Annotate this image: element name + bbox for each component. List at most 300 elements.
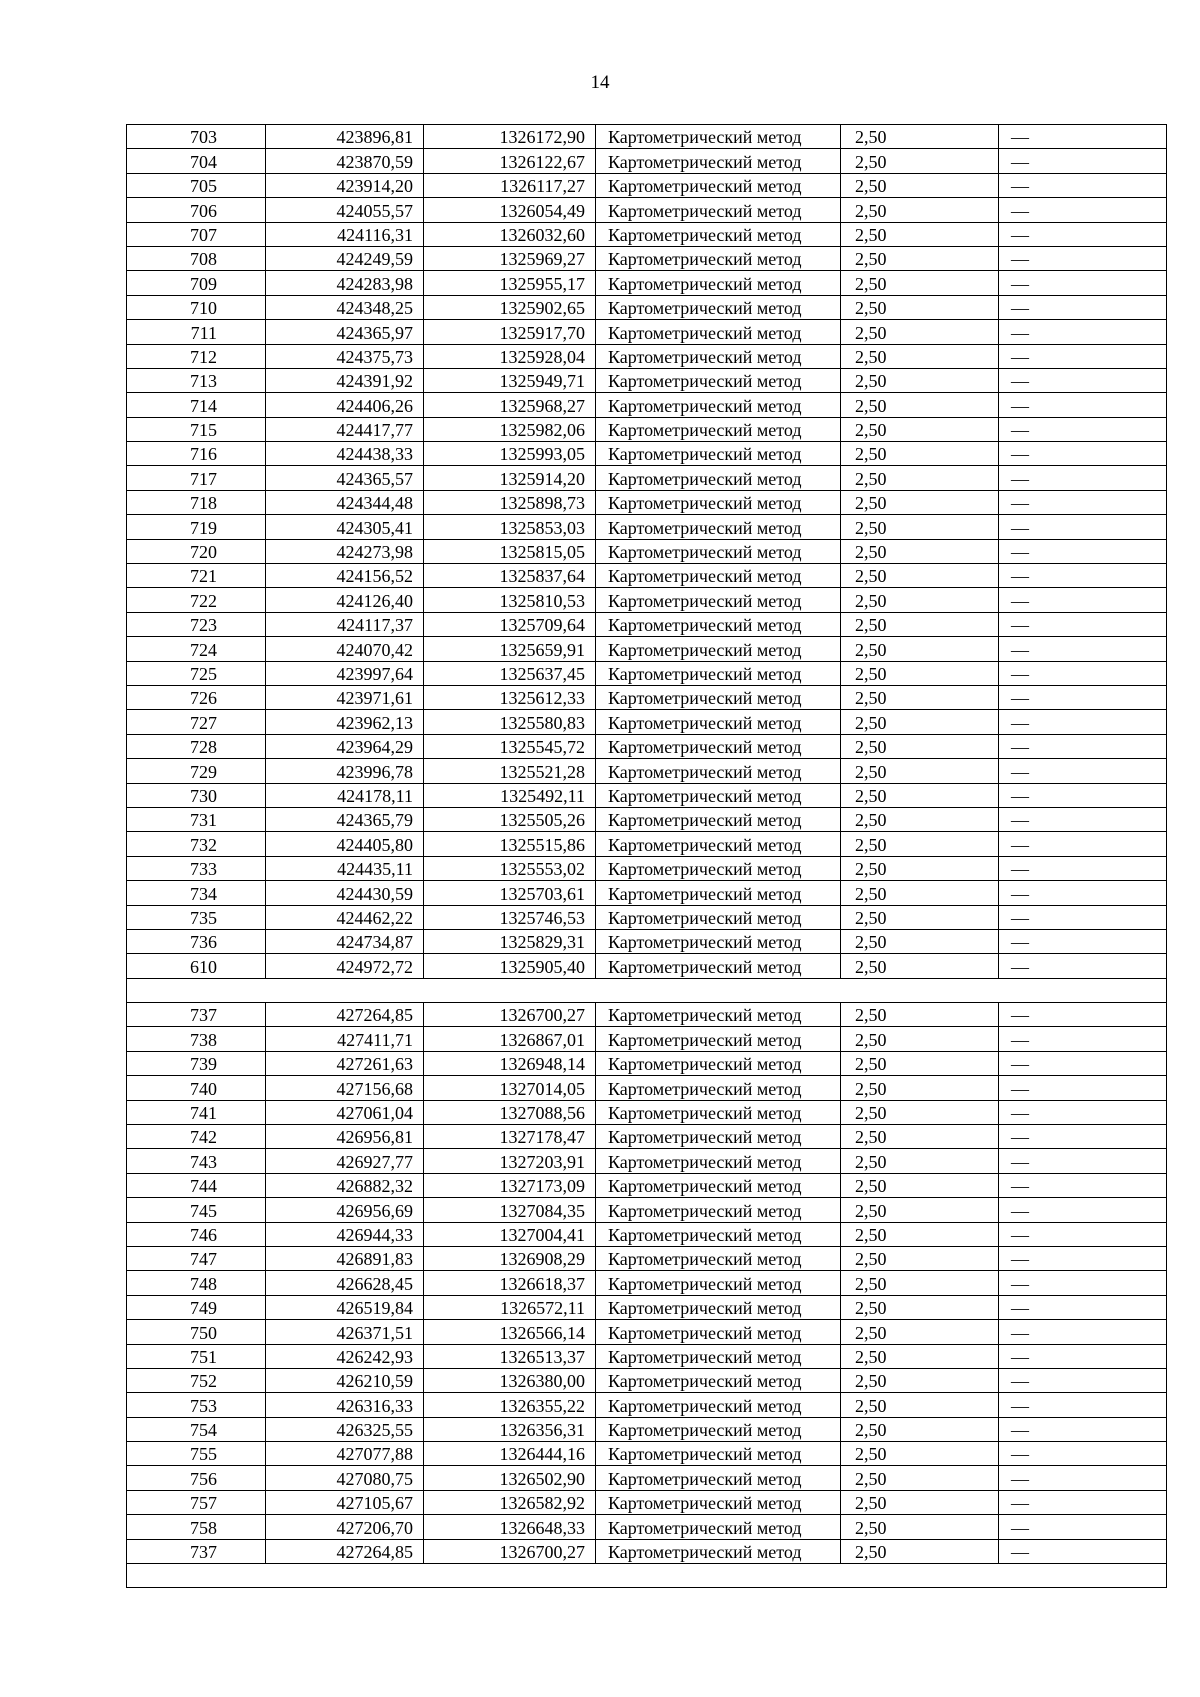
coordinate-x-cell: 426242,93	[266, 1344, 424, 1368]
point-number-cell: 740	[127, 1076, 266, 1100]
method-cell: Картометрический метод	[596, 149, 841, 173]
precision-cell: 2,50	[841, 295, 999, 319]
method-cell: Картометрический метод	[596, 1051, 841, 1075]
description-cell: —	[999, 661, 1167, 685]
coordinate-x-cell: 424365,57	[266, 466, 424, 490]
method-cell: Картометрический метод	[596, 173, 841, 197]
precision-cell: 2,50	[841, 1222, 999, 1246]
coordinate-y-cell: 1325968,27	[424, 393, 596, 417]
precision-cell: 2,50	[841, 466, 999, 490]
method-cell: Картометрический метод	[596, 1100, 841, 1124]
method-cell: Картометрический метод	[596, 1368, 841, 1392]
method-cell: Картометрический метод	[596, 1417, 841, 1441]
precision-cell: 2,50	[841, 246, 999, 270]
coordinate-y-cell: 1325709,64	[424, 612, 596, 636]
coordinate-x-cell: 424348,25	[266, 295, 424, 319]
description-cell: —	[999, 1515, 1167, 1539]
point-number-cell: 727	[127, 710, 266, 734]
coordinate-x-cell: 424116,31	[266, 222, 424, 246]
table-row	[127, 1368, 1167, 1392]
description-cell: —	[999, 905, 1167, 929]
method-cell: Картометрический метод	[596, 1246, 841, 1270]
precision-cell: 2,50	[841, 1368, 999, 1392]
coordinate-x-cell: 424126,40	[266, 588, 424, 612]
precision-cell: 2,50	[841, 442, 999, 466]
table-row	[127, 320, 1167, 344]
coordinate-x-cell: 426210,59	[266, 1368, 424, 1392]
coordinate-x-cell: 424972,72	[266, 954, 424, 978]
table-row	[127, 539, 1167, 563]
description-cell: —	[999, 1295, 1167, 1319]
point-number-cell: 728	[127, 734, 266, 758]
table-row	[127, 1027, 1167, 1051]
point-number-cell: 741	[127, 1100, 266, 1124]
point-number-cell: 739	[127, 1051, 266, 1075]
coordinate-x-cell: 424417,77	[266, 417, 424, 441]
coordinate-x-cell: 427105,67	[266, 1490, 424, 1514]
coordinate-x-cell: 427077,88	[266, 1442, 424, 1466]
method-cell: Картометрический метод	[596, 710, 841, 734]
point-number-cell: 749	[127, 1295, 266, 1319]
table-row	[127, 490, 1167, 514]
method-cell: Картометрический метод	[596, 198, 841, 222]
coordinate-x-cell: 427411,71	[266, 1027, 424, 1051]
description-cell: —	[999, 881, 1167, 905]
description-cell: —	[999, 856, 1167, 880]
description-cell: —	[999, 320, 1167, 344]
coordinate-x-cell: 426316,33	[266, 1393, 424, 1417]
coordinate-y-cell: 1325837,64	[424, 564, 596, 588]
point-number-cell: 726	[127, 685, 266, 709]
coordinate-x-cell: 427080,75	[266, 1466, 424, 1490]
precision-cell: 2,50	[841, 1393, 999, 1417]
coordinate-x-cell: 426927,77	[266, 1149, 424, 1173]
coordinate-y-cell: 1327014,05	[424, 1076, 596, 1100]
precision-cell: 2,50	[841, 1295, 999, 1319]
coordinate-y-cell: 1327173,09	[424, 1173, 596, 1197]
table-row	[127, 807, 1167, 831]
point-number-cell: 747	[127, 1246, 266, 1270]
description-cell: —	[999, 417, 1167, 441]
description-cell: —	[999, 393, 1167, 417]
precision-cell: 2,50	[841, 125, 999, 149]
method-cell: Картометрический метод	[596, 832, 841, 856]
precision-cell: 2,50	[841, 1149, 999, 1173]
point-number-cell: 748	[127, 1271, 266, 1295]
point-number-cell: 735	[127, 905, 266, 929]
precision-cell: 2,50	[841, 1003, 999, 1027]
coordinate-x-cell: 426628,45	[266, 1271, 424, 1295]
coordinate-x-cell: 423870,59	[266, 149, 424, 173]
coordinate-y-cell: 1325659,91	[424, 637, 596, 661]
coordinate-y-cell: 1326648,33	[424, 1515, 596, 1539]
separator-cell	[127, 1564, 1167, 1588]
precision-cell: 2,50	[841, 539, 999, 563]
description-cell: —	[999, 685, 1167, 709]
table-row	[127, 466, 1167, 490]
method-cell: Картометрический метод	[596, 685, 841, 709]
description-cell: —	[999, 832, 1167, 856]
precision-cell: 2,50	[841, 1100, 999, 1124]
point-number-cell: 724	[127, 637, 266, 661]
description-cell: —	[999, 490, 1167, 514]
description-cell: —	[999, 1173, 1167, 1197]
coordinate-y-cell: 1325505,26	[424, 807, 596, 831]
precision-cell: 2,50	[841, 1246, 999, 1270]
coordinate-y-cell: 1326700,27	[424, 1539, 596, 1563]
table-row	[127, 856, 1167, 880]
point-number-cell: 721	[127, 564, 266, 588]
description-cell: —	[999, 198, 1167, 222]
coordinate-y-cell: 1325829,31	[424, 929, 596, 953]
method-cell: Картометрический метод	[596, 564, 841, 588]
coordinate-x-cell: 424391,92	[266, 368, 424, 392]
description-cell: —	[999, 1149, 1167, 1173]
method-cell: Картометрический метод	[596, 222, 841, 246]
precision-cell: 2,50	[841, 856, 999, 880]
description-cell: —	[999, 1368, 1167, 1392]
method-cell: Картометрический метод	[596, 954, 841, 978]
method-cell: Картометрический метод	[596, 1466, 841, 1490]
method-cell: Картометрический метод	[596, 466, 841, 490]
point-number-cell: 722	[127, 588, 266, 612]
method-cell: Картометрический метод	[596, 1320, 841, 1344]
description-cell: —	[999, 637, 1167, 661]
coordinate-x-cell: 423962,13	[266, 710, 424, 734]
point-number-cell: 744	[127, 1173, 266, 1197]
point-number-cell: 729	[127, 759, 266, 783]
coordinate-y-cell: 1326582,92	[424, 1490, 596, 1514]
table-row	[127, 222, 1167, 246]
coordinate-x-cell: 427206,70	[266, 1515, 424, 1539]
method-cell: Картометрический метод	[596, 490, 841, 514]
method-cell: Картометрический метод	[596, 368, 841, 392]
coordinate-y-cell: 1326700,27	[424, 1003, 596, 1027]
coordinates-table	[126, 124, 1167, 1588]
table-row	[127, 198, 1167, 222]
point-number-cell: 755	[127, 1442, 266, 1466]
precision-cell: 2,50	[841, 759, 999, 783]
coordinate-x-cell: 423996,78	[266, 759, 424, 783]
point-number-cell: 711	[127, 320, 266, 344]
coordinate-y-cell: 1325955,17	[424, 271, 596, 295]
method-cell: Картометрический метод	[596, 783, 841, 807]
description-cell: —	[999, 1466, 1167, 1490]
separator-cell	[127, 978, 1167, 1002]
precision-cell: 2,50	[841, 1051, 999, 1075]
coordinate-x-cell: 426944,33	[266, 1222, 424, 1246]
coordinates-table-body	[127, 125, 1167, 1588]
point-number-cell: 720	[127, 539, 266, 563]
coordinate-x-cell: 424283,98	[266, 271, 424, 295]
description-cell: —	[999, 1442, 1167, 1466]
coordinate-x-cell: 423964,29	[266, 734, 424, 758]
table-row	[127, 125, 1167, 149]
precision-cell: 2,50	[841, 661, 999, 685]
precision-cell: 2,50	[841, 1271, 999, 1295]
description-cell: —	[999, 1027, 1167, 1051]
description-cell: —	[999, 173, 1167, 197]
coordinate-y-cell: 1325746,53	[424, 905, 596, 929]
coordinate-x-cell: 426891,83	[266, 1246, 424, 1270]
point-number-cell: 717	[127, 466, 266, 490]
coordinate-y-cell: 1325993,05	[424, 442, 596, 466]
method-cell: Картометрический метод	[596, 1271, 841, 1295]
point-number-cell: 753	[127, 1393, 266, 1417]
method-cell: Картометрический метод	[596, 1442, 841, 1466]
coordinate-x-cell: 426956,69	[266, 1198, 424, 1222]
description-cell: —	[999, 783, 1167, 807]
description-cell: —	[999, 515, 1167, 539]
contour-separator-row	[127, 978, 1167, 1002]
method-cell: Картометрический метод	[596, 295, 841, 319]
coordinate-x-cell: 426956,81	[266, 1125, 424, 1149]
description-cell: —	[999, 1344, 1167, 1368]
precision-cell: 2,50	[841, 1344, 999, 1368]
precision-cell: 2,50	[841, 1076, 999, 1100]
table-row	[127, 1051, 1167, 1075]
table-row	[127, 588, 1167, 612]
description-cell: —	[999, 1271, 1167, 1295]
description-cell: —	[999, 295, 1167, 319]
method-cell: Картометрический метод	[596, 1490, 841, 1514]
precision-cell: 2,50	[841, 344, 999, 368]
precision-cell: 2,50	[841, 222, 999, 246]
table-row	[127, 515, 1167, 539]
precision-cell: 2,50	[841, 1125, 999, 1149]
point-number-cell: 743	[127, 1149, 266, 1173]
method-cell: Картометрический метод	[596, 734, 841, 758]
precision-cell: 2,50	[841, 417, 999, 441]
description-cell: —	[999, 710, 1167, 734]
table-row	[127, 1442, 1167, 1466]
table-row	[127, 637, 1167, 661]
coordinate-y-cell: 1327084,35	[424, 1198, 596, 1222]
description-cell: —	[999, 149, 1167, 173]
method-cell: Картометрический метод	[596, 393, 841, 417]
description-cell: —	[999, 125, 1167, 149]
description-cell: —	[999, 734, 1167, 758]
coordinate-y-cell: 1325580,83	[424, 710, 596, 734]
coordinate-x-cell: 427061,04	[266, 1100, 424, 1124]
method-cell: Картометрический метод	[596, 881, 841, 905]
method-cell: Картометрический метод	[596, 1125, 841, 1149]
table-row	[127, 1295, 1167, 1319]
coordinate-y-cell: 1326618,37	[424, 1271, 596, 1295]
description-cell: —	[999, 1417, 1167, 1441]
precision-cell: 2,50	[841, 149, 999, 173]
coordinate-x-cell: 424070,42	[266, 637, 424, 661]
method-cell: Картометрический метод	[596, 271, 841, 295]
method-cell: Картометрический метод	[596, 612, 841, 636]
table-row	[127, 442, 1167, 466]
point-number-cell: 706	[127, 198, 266, 222]
coordinate-x-cell: 424435,11	[266, 856, 424, 880]
coordinate-y-cell: 1326117,27	[424, 173, 596, 197]
description-cell: —	[999, 1051, 1167, 1075]
coordinate-y-cell: 1326032,60	[424, 222, 596, 246]
table-row	[127, 564, 1167, 588]
coordinate-y-cell: 1327004,41	[424, 1222, 596, 1246]
precision-cell: 2,50	[841, 1539, 999, 1563]
method-cell: Картометрический метод	[596, 1173, 841, 1197]
description-cell: —	[999, 759, 1167, 783]
precision-cell: 2,50	[841, 1417, 999, 1441]
coordinate-x-cell: 424117,37	[266, 612, 424, 636]
coordinate-x-cell: 426519,84	[266, 1295, 424, 1319]
point-number-cell: 718	[127, 490, 266, 514]
coordinate-y-cell: 1325853,03	[424, 515, 596, 539]
coordinate-y-cell: 1325917,70	[424, 320, 596, 344]
description-cell: —	[999, 929, 1167, 953]
method-cell: Картометрический метод	[596, 1149, 841, 1173]
precision-cell: 2,50	[841, 734, 999, 758]
precision-cell: 2,50	[841, 637, 999, 661]
description-cell: —	[999, 246, 1167, 270]
table-row	[127, 832, 1167, 856]
point-number-cell: 709	[127, 271, 266, 295]
coordinate-y-cell: 1327088,56	[424, 1100, 596, 1124]
table-row	[127, 710, 1167, 734]
coordinate-y-cell: 1325492,11	[424, 783, 596, 807]
point-number-cell: 737	[127, 1539, 266, 1563]
point-number-cell: 757	[127, 1490, 266, 1514]
table-row	[127, 612, 1167, 636]
method-cell: Картометрический метод	[596, 1295, 841, 1319]
point-number-cell: 710	[127, 295, 266, 319]
precision-cell: 2,50	[841, 881, 999, 905]
coordinate-y-cell: 1325914,20	[424, 466, 596, 490]
description-cell: —	[999, 588, 1167, 612]
table-row	[127, 1198, 1167, 1222]
coordinate-x-cell: 424249,59	[266, 246, 424, 270]
precision-cell: 2,50	[841, 783, 999, 807]
coordinate-x-cell: 424305,41	[266, 515, 424, 539]
table-row	[127, 1320, 1167, 1344]
point-number-cell: 708	[127, 246, 266, 270]
page-number: 14	[590, 72, 610, 93]
precision-cell: 2,50	[841, 320, 999, 344]
method-cell: Картометрический метод	[596, 588, 841, 612]
table-row	[127, 1246, 1167, 1270]
table-row	[127, 417, 1167, 441]
method-cell: Картометрический метод	[596, 1027, 841, 1051]
method-cell: Картометрический метод	[596, 661, 841, 685]
point-number-cell: 715	[127, 417, 266, 441]
point-number-cell: 733	[127, 856, 266, 880]
table-row	[127, 929, 1167, 953]
table-row	[127, 734, 1167, 758]
description-cell: —	[999, 954, 1167, 978]
description-cell: —	[999, 368, 1167, 392]
table-row	[127, 1173, 1167, 1197]
precision-cell: 2,50	[841, 1320, 999, 1344]
description-cell: —	[999, 1003, 1167, 1027]
coordinate-x-cell: 427264,85	[266, 1539, 424, 1563]
method-cell: Картометрический метод	[596, 442, 841, 466]
point-number-cell: 714	[127, 393, 266, 417]
coordinate-y-cell: 1326513,37	[424, 1344, 596, 1368]
precision-cell: 2,50	[841, 612, 999, 636]
coordinate-y-cell: 1325612,33	[424, 685, 596, 709]
coordinate-y-cell: 1325521,28	[424, 759, 596, 783]
point-number-cell: 751	[127, 1344, 266, 1368]
precision-cell: 2,50	[841, 368, 999, 392]
table-row	[127, 173, 1167, 197]
precision-cell: 2,50	[841, 173, 999, 197]
coordinate-y-cell: 1327203,91	[424, 1149, 596, 1173]
coordinate-y-cell: 1325515,86	[424, 832, 596, 856]
description-cell: —	[999, 222, 1167, 246]
coordinate-x-cell: 424055,57	[266, 198, 424, 222]
precision-cell: 2,50	[841, 710, 999, 734]
point-number-cell: 712	[127, 344, 266, 368]
table-row	[127, 1149, 1167, 1173]
coordinate-x-cell: 427261,63	[266, 1051, 424, 1075]
precision-cell: 2,50	[841, 1173, 999, 1197]
point-number-cell: 705	[127, 173, 266, 197]
table-row	[127, 1100, 1167, 1124]
precision-cell: 2,50	[841, 929, 999, 953]
coordinate-y-cell: 1326172,90	[424, 125, 596, 149]
method-cell: Картометрический метод	[596, 1344, 841, 1368]
table-row	[127, 1490, 1167, 1514]
precision-cell: 2,50	[841, 685, 999, 709]
description-cell: —	[999, 612, 1167, 636]
coordinate-y-cell: 1325553,02	[424, 856, 596, 880]
table-row	[127, 685, 1167, 709]
precision-cell: 2,50	[841, 1490, 999, 1514]
precision-cell: 2,50	[841, 1466, 999, 1490]
table-row	[127, 1125, 1167, 1149]
method-cell: Картометрический метод	[596, 1539, 841, 1563]
coordinate-x-cell: 424405,80	[266, 832, 424, 856]
precision-cell: 2,50	[841, 393, 999, 417]
method-cell: Картометрический метод	[596, 856, 841, 880]
method-cell: Картометрический метод	[596, 1198, 841, 1222]
description-cell: —	[999, 564, 1167, 588]
description-cell: —	[999, 1490, 1167, 1514]
coordinate-y-cell: 1325949,71	[424, 368, 596, 392]
precision-cell: 2,50	[841, 807, 999, 831]
coordinate-y-cell: 1326502,90	[424, 1466, 596, 1490]
coordinate-y-cell: 1326054,49	[424, 198, 596, 222]
contour-separator-row	[127, 1564, 1167, 1588]
description-cell: —	[999, 1198, 1167, 1222]
description-cell: —	[999, 344, 1167, 368]
coordinate-x-cell: 426325,55	[266, 1417, 424, 1441]
method-cell: Картометрический метод	[596, 929, 841, 953]
coordinate-y-cell: 1325905,40	[424, 954, 596, 978]
coordinate-x-cell: 424178,11	[266, 783, 424, 807]
point-number-cell: 737	[127, 1003, 266, 1027]
point-number-cell: 750	[127, 1320, 266, 1344]
point-number-cell: 734	[127, 881, 266, 905]
point-number-cell: 707	[127, 222, 266, 246]
method-cell: Картометрический метод	[596, 1003, 841, 1027]
precision-cell: 2,50	[841, 832, 999, 856]
point-number-cell: 745	[127, 1198, 266, 1222]
description-cell: —	[999, 1222, 1167, 1246]
coordinate-y-cell: 1327178,47	[424, 1125, 596, 1149]
description-cell: —	[999, 1539, 1167, 1563]
description-cell: —	[999, 1246, 1167, 1270]
point-number-cell: 730	[127, 783, 266, 807]
coordinate-y-cell: 1325703,61	[424, 881, 596, 905]
coordinate-x-cell: 424462,22	[266, 905, 424, 929]
coordinate-y-cell: 1325902,65	[424, 295, 596, 319]
coordinate-y-cell: 1325545,72	[424, 734, 596, 758]
